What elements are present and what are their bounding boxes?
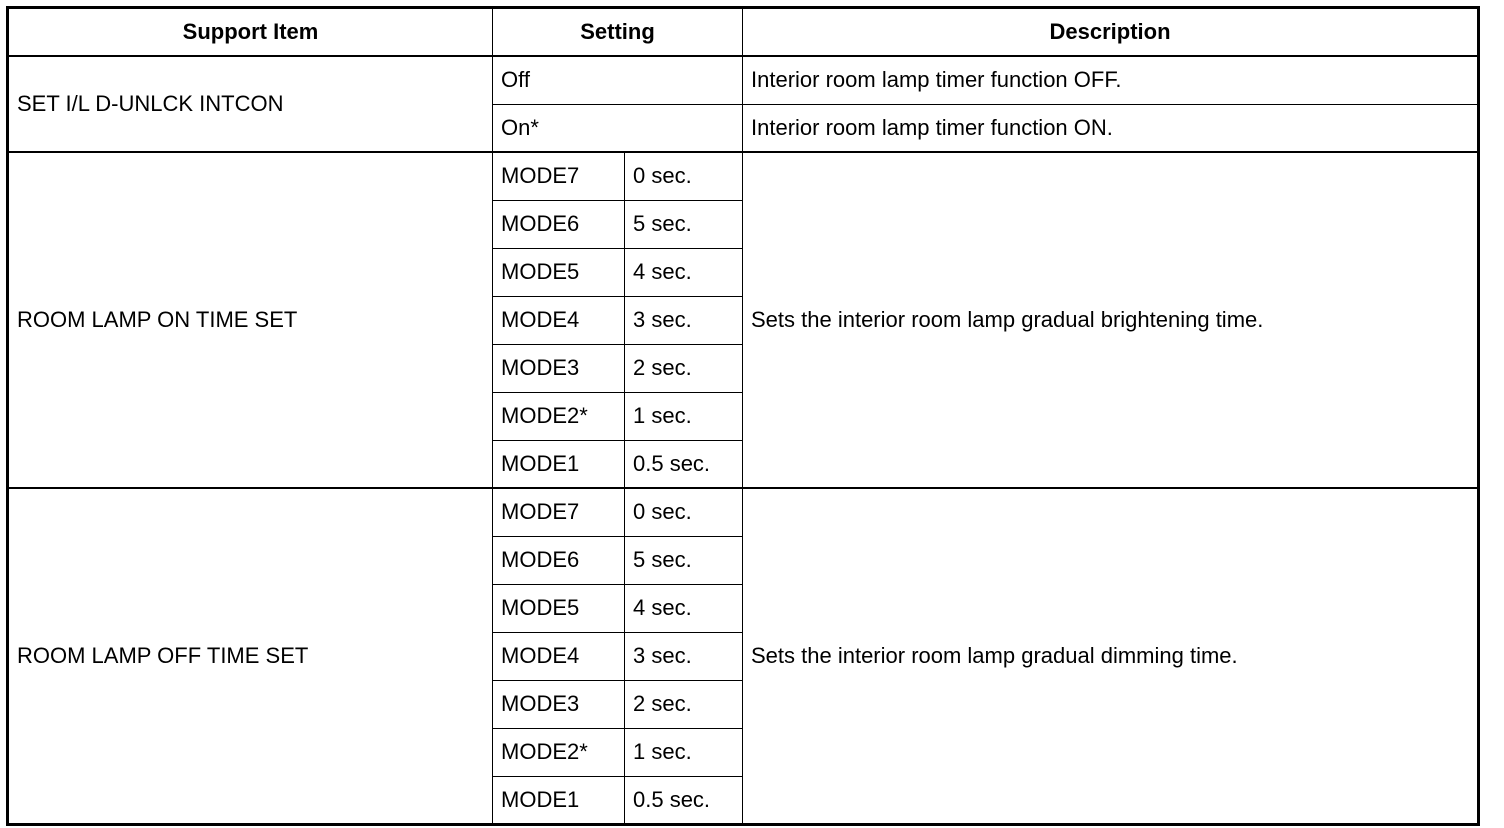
- setting-cell: On*: [493, 104, 743, 152]
- mode-cell: MODE2*: [493, 392, 625, 440]
- mode-cell: MODE7: [493, 488, 625, 536]
- time-cell: 0 sec.: [625, 488, 743, 536]
- mode-cell: MODE5: [493, 248, 625, 296]
- header-description: Description: [743, 8, 1479, 57]
- table-row: [8, 488, 1479, 536]
- time-cell: 0.5 sec.: [625, 776, 743, 824]
- description-cell: Sets the interior room lamp gradual dimming time.: [743, 488, 1479, 824]
- table-row: [8, 152, 1479, 200]
- time-cell: 4 sec.: [625, 248, 743, 296]
- mode-cell: MODE4: [493, 632, 625, 680]
- header-setting: Setting: [493, 8, 743, 57]
- description-cell: Interior room lamp timer function ON.: [743, 104, 1479, 152]
- table-row: [8, 56, 1479, 104]
- support-item-cell: ROOM LAMP ON TIME SET: [8, 152, 493, 488]
- support-item-table: [6, 6, 1480, 826]
- time-cell: 2 sec.: [625, 680, 743, 728]
- time-cell: 0 sec.: [625, 152, 743, 200]
- time-cell: 3 sec.: [625, 632, 743, 680]
- time-cell: 5 sec.: [625, 200, 743, 248]
- time-cell: 5 sec.: [625, 536, 743, 584]
- mode-cell: MODE1: [493, 440, 625, 488]
- description-cell: Sets the interior room lamp gradual brightening time.: [743, 152, 1479, 488]
- mode-cell: MODE7: [493, 152, 625, 200]
- time-cell: 2 sec.: [625, 344, 743, 392]
- time-cell: 0.5 sec.: [625, 440, 743, 488]
- time-cell: 1 sec.: [625, 392, 743, 440]
- description-cell: Interior room lamp timer function OFF.: [743, 56, 1479, 104]
- mode-cell: MODE2*: [493, 728, 625, 776]
- mode-cell: MODE3: [493, 680, 625, 728]
- mode-cell: MODE5: [493, 584, 625, 632]
- time-cell: 3 sec.: [625, 296, 743, 344]
- setting-cell: Off: [493, 56, 743, 104]
- mode-cell: MODE6: [493, 536, 625, 584]
- mode-cell: MODE4: [493, 296, 625, 344]
- support-item-cell: SET I/L D-UNLCK INTCON: [8, 56, 493, 152]
- header-support-item: Support Item: [8, 8, 493, 57]
- mode-cell: MODE1: [493, 776, 625, 824]
- header-row: [8, 8, 1479, 57]
- support-item-cell: ROOM LAMP OFF TIME SET: [8, 488, 493, 824]
- time-cell: 1 sec.: [625, 728, 743, 776]
- mode-cell: MODE3: [493, 344, 625, 392]
- mode-cell: MODE6: [493, 200, 625, 248]
- time-cell: 4 sec.: [625, 584, 743, 632]
